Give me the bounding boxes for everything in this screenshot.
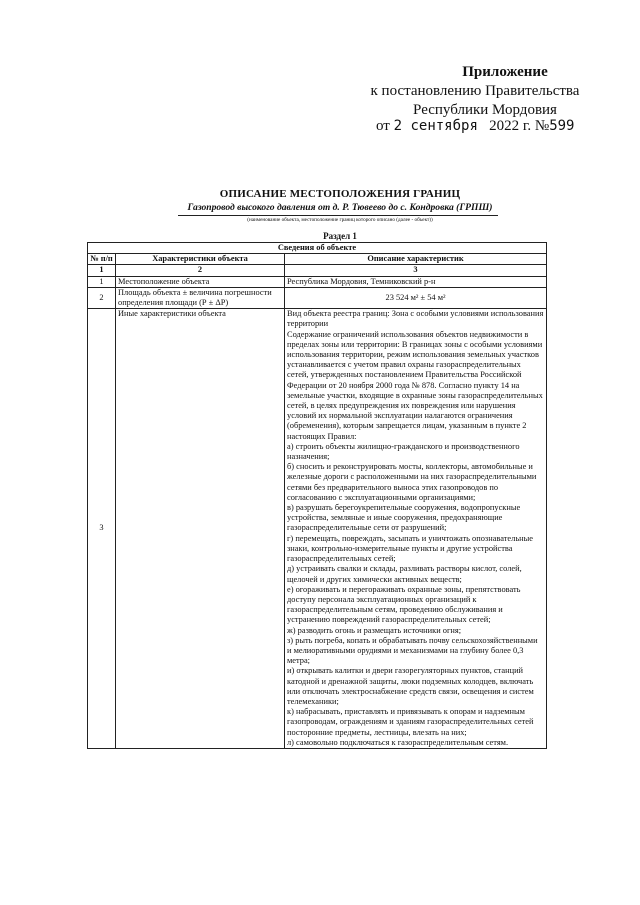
description-line: г) перемещать, повреждать, засыпать и уничтожать опознавательные знаки, контрольно-измерительные пункты и другие устройства газораспределительных сетей; [287,533,533,564]
description-line: б) сносить и реконструировать мосты, коллекторы, автомобильные и железные дороги с расположенными на них газораспределительными сетями без предварительного выноса этих газопроводов по согласованию с эксплуатационными организациями; [287,462,537,502]
table-row [88,276,547,287]
description-line: ж) разводить огонь и размещать источники огня; [287,625,462,635]
row-name: Иные характеристики объекта [116,309,285,749]
col-number-3: 3 [285,265,547,276]
description-line: к) набрасывать, приставлять и привязывать к опорам и надземным газопроводам, ограждениям и зданиям газораспределительных сетей посторонние предметы, лестницы, влезать на них; [287,707,534,737]
row-name: Площадь объекта ± величина погрешности определения площади (Р ± ΔР) [116,287,285,308]
row-value: 23 524 м² ± 54 м² [285,287,547,308]
col-header-desc: Описание характеристик [285,254,547,265]
description-line: Содержание ограничений использования объектов недвижимости в пределах зоны или территории: В границах зоны с особыми условиями использования территории, режим использования земельных участков устанавливается с учетом правил охраны газораспределительных сетей, утвержденных постановлением Правительства Российской Федерации от 20 ноября 2000 года № 878. Согласно пункту 14 на земельные участки, входящие в охранные зоны газораспределительных сетей, в целях предупреждения их повреждения или нарушения условий их нормальной эксплуатации налагаются ограничения (обременения), которым запрещается лицам, указанным в пункте 2 настоящих Правил: [287,329,543,441]
document-title: ОПИСАНИЕ МЕСТОПОЛОЖЕНИЯ ГРАНИЦ [219,188,461,200]
subtitle-underline [178,215,498,216]
row-value: Республика Мордовия, Темниковский р-н [285,276,547,287]
appendix-block [360,62,590,120]
row-num: 1 [88,276,116,287]
col-number-1: 1 [88,265,116,276]
appendix-date [376,118,574,135]
appendix-line-1: к постановлению Правительства [370,83,580,99]
col-header-num: № п/п [88,254,116,265]
description-line: д) устраивать свалки и склады, разливать растворы кислот, солей, щелочей и других химически активных веществ; [287,564,522,584]
description-line: Вид объекта реестра границ: Зона с особыми условиями использования территории [287,309,544,329]
description-line: з) рыть погреба, копать и обрабатывать почву сельскохозяйственными и мелиоративными орудиями и механизмами на глубину более 0,3 метра; [287,635,538,666]
col-number-2: 2 [116,265,285,276]
appendix-line-2: Республики Мордовия [413,102,557,118]
description-line: и) открывать калитки и двери газорегуляторных пунктов, станций катодной и дренажной защиты, люки подземных колодцев, включать или отключать электроснабжение средств связи, освещения и систем телемеханики; [287,666,534,706]
object-info-table [87,242,547,749]
description-line: а) строить объекты жилищно-гражданского и производственного назначения; [287,441,520,462]
row-name: Местоположение объекта [116,276,285,287]
document-subtitle: Газопровод высокого давления от д. Р. Тювеево до с. Кондровка (ГРПШ) [187,202,493,213]
row-num: 3 [88,309,116,749]
object-caption: (наименование объекта, местоположение границ которого описано (далее - объект)) [247,217,433,223]
row-num: 2 [88,287,116,308]
table-header: Сведения об объекте [88,243,547,254]
description-line: е) огораживать и перегораживать охранные зоны, препятствовать доступу персонала эксплуатационных организаций к газораспределительным сетям, проведению обслуживания и устранению повреждений газораспределительных сетей; [287,584,521,625]
date-year: 2022 г. № [489,118,550,134]
date-day-month: 2 сентября [393,118,478,134]
section-title: Раздел 1 [323,231,357,241]
table-row [88,309,547,749]
table-row [88,287,547,308]
date-prefix: от [376,118,390,134]
description-line: в) разрушать берегоукрепительные сооружения, водопропускные устройства, земляные и иные сооружения, предохраняющие газораспределительные сети от разрушений; [287,503,521,533]
col-header-name: Характеристики объекта [116,254,285,265]
appendix-title: Приложение [462,64,548,80]
description-line: л) самовольно подключаться к газораспределительным сетям. [287,737,509,747]
row-description [285,309,547,749]
decree-number: 599 [549,118,575,134]
